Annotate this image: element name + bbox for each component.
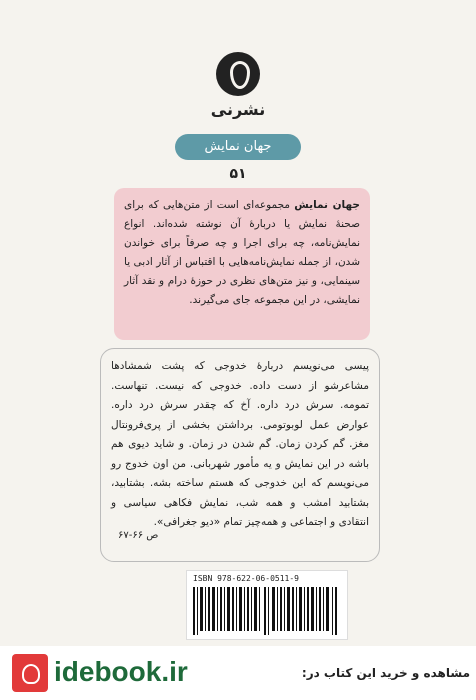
logo-drop-icon bbox=[230, 61, 250, 89]
footer-cta-text: مشاهده و خرید این کتاب در: bbox=[301, 666, 470, 680]
publisher-logo bbox=[216, 52, 260, 96]
publisher-name: نشرنی bbox=[210, 100, 266, 119]
excerpt-page-reference: ص ۶۶-۶۷ bbox=[118, 530, 159, 541]
barcode-bars-icon bbox=[193, 587, 341, 635]
excerpt-text: پیسی می‌نویسم دربارهٔ خدوجی که پشت شمشادها مشاعرشو از دست داده. خدوجی که نیست. تنهاست. تمومه. سرش درد داره. آخ که چقدر سرش درد داره. عوارض عمل لوبوتومی. برداشتن بخشی از پری‌فرونتال مغز. گم کردن زمان. گم شدن در زمان. و شاید دیوی هم باشه در این نمایش و یه مأمور شهربانی. من اون خدوج رو می‌نویسم که این خدوجی که هستم ساخته بشه. بشتابید، بشتابید امشب و همه شب، نمایش فکاهی سیاسی و انتقادی و اجتماعی و همه‌چیز تمام «دیو جغرافی». bbox=[111, 360, 369, 528]
isbn-barcode bbox=[186, 570, 348, 640]
footer-banner[interactable] bbox=[0, 646, 476, 700]
isbn-text: ISBN 978-622-06-0511-9 bbox=[193, 574, 299, 583]
series-description-lead: جهان نمایش bbox=[294, 199, 360, 211]
book-icon bbox=[12, 654, 48, 692]
site-link[interactable]: idebook.ir bbox=[54, 656, 188, 687]
series-number: ۵۱ bbox=[229, 166, 247, 182]
series-description-text: مجموعه‌ای است از متن‌هایی که برای صحنهٔ نمایش یا دربارهٔ آن نوشته شده‌اند. انواع نمایش‌نامه، چه برای اجرا و چه صرفاً برای خواندن شدن، از جمله نمایش‌نامه‌هایی با اقتباس از آثار ادبی یا سینمایی، و نیز متن‌های نظری در حوزهٔ درام و نقد آثار نمایشی، در این مجموعه جای می‌گیرند. bbox=[124, 199, 360, 306]
series-badge: جهان نمایش bbox=[175, 134, 301, 160]
series-description-box bbox=[114, 188, 370, 340]
